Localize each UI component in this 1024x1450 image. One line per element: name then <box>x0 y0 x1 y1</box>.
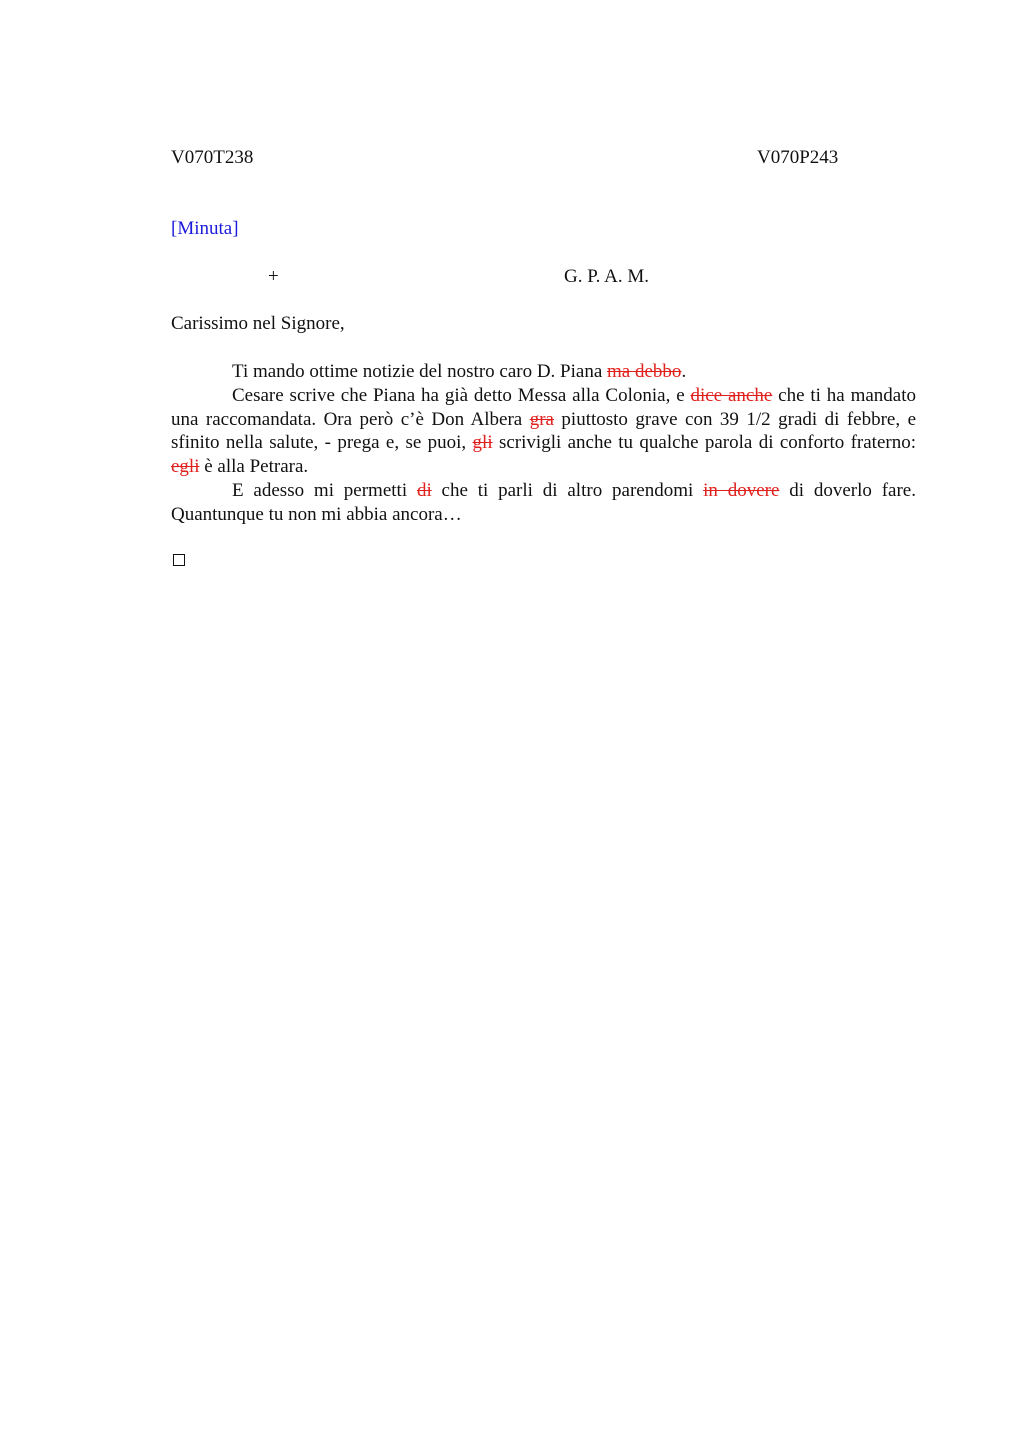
text-segment: E adesso mi permetti <box>232 479 417 501</box>
letter-paragraph <box>171 360 916 384</box>
text-segment: che ti ha mandato una raccomandata. Ora però c’è Don Albera <box>171 384 917 430</box>
text-segment: di doverlo fare. Quantunque tu non mi abbia ancora… <box>171 479 916 525</box>
cross-mark: + <box>268 266 279 287</box>
text-segment: piuttosto grave con 39 1/2 gradi di febbre, e sfinito nella salute, - prega e, se puoi, <box>171 408 917 454</box>
document-code-right: V070P243 <box>757 147 839 168</box>
salutation: Carissimo nel Signore, <box>171 313 345 334</box>
letter-paragraph <box>171 384 916 479</box>
deleted-text: gli <box>472 432 493 454</box>
deleted-text: in dovere <box>703 479 780 501</box>
text-segment: scrivigli anche tu qualche parola di conforto fraterno: <box>492 432 916 454</box>
deleted-text: egli <box>171 456 200 478</box>
minuta-label: [Minuta] <box>171 218 239 239</box>
text-segment: Cesare scrive che Piana ha già detto Messa alla Colonia, e <box>232 384 691 406</box>
gpam-monogram: G. P. A. M. <box>564 266 649 287</box>
text-segment: che ti parli di altro parendomi <box>431 479 704 501</box>
square-outline-icon <box>173 554 185 566</box>
letter-body <box>171 360 916 527</box>
letter-paragraph <box>171 479 916 527</box>
text-segment: Ti mando ottime notizie del nostro caro D. Piana <box>232 361 608 382</box>
document-code-left: V070T238 <box>171 147 254 168</box>
deleted-text: ma debbo <box>607 361 682 382</box>
deleted-text: di <box>416 479 432 501</box>
text-segment: è alla Petrara. <box>199 456 309 478</box>
text-segment: . <box>681 361 687 382</box>
deleted-text: gra <box>529 408 554 430</box>
deleted-text: dice anche <box>690 384 773 406</box>
